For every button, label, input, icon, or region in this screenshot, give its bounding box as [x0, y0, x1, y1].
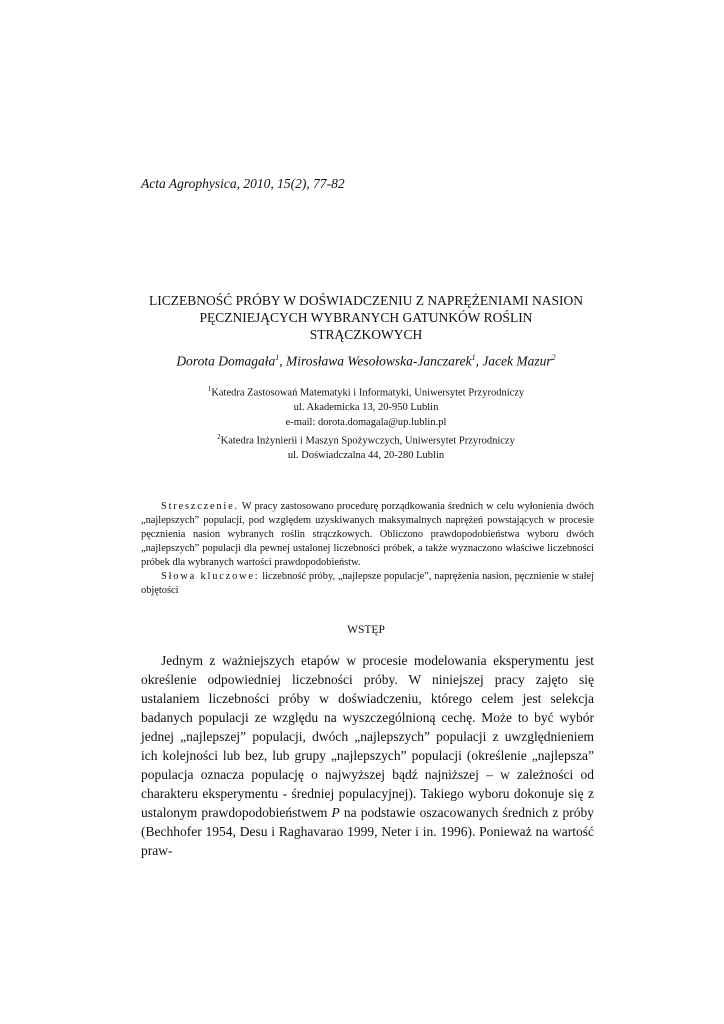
- author-1: Dorota Domagała: [176, 353, 276, 369]
- affiliation-2-mark: 2: [217, 433, 221, 441]
- abstract: [141, 500, 594, 598]
- abstract-paragraph: [141, 500, 594, 570]
- affiliation-1: [120, 382, 612, 401]
- keywords-paragraph: [141, 570, 594, 598]
- author-separator: ,: [279, 353, 286, 369]
- probability-symbol: P: [331, 805, 340, 820]
- section-heading: WSTĘP: [347, 624, 385, 636]
- affiliation-2: [120, 430, 612, 449]
- author-separator: ,: [475, 353, 483, 369]
- body-paragraph: [141, 651, 594, 860]
- keywords-label: Słowa kluczowe:: [161, 571, 260, 582]
- title-line-3: STRĄCZKOWYCH: [309, 327, 423, 342]
- body-text-start: Jednym z ważniejszych etapów w procesie modelowania eksperymentu jest określenie odpowiedniej liczebności próby. W niniejszej pracy zajęto się ustalaniem liczebności próby w doświadczeniu, którego celem jest selekcja badanych populacji ze względu na wyszczególnioną cechę. Może to być wybór jednej „najlepszej” populacji, dwóch „najlepszych” populacji z uwzględnieniem ich kolejności lub bez, lub grupy „najlepszych” populacji (określenie „najlepsza” populacja oznacza populację o najwyższej bądź najniższej – w zależności od charakteru eksperymentu - średniej populacyjnej). Takiego wyboru dokonuje się z ustalonym prawdopodobieństwem: [141, 653, 594, 820]
- title-line-1: LICZEBNOŚĆ PRÓBY W DOŚWIADCZENIU Z NAPRĘŻENIAMI NASION: [149, 293, 583, 308]
- affiliation-1-address: ul. Akademicka 13, 20-950 Lublin: [293, 402, 439, 413]
- body-text-end: na podstawie oszacowanych średnich z próby (Bechhofer 1954, Desu i Raghavarao 1999, Neter i in. 1996). Ponieważ na wartość praw-: [141, 805, 594, 858]
- affiliation-2-address: ul. Doświadczalna 44, 20-280 Lublin: [287, 450, 445, 461]
- affiliation-1-email: e-mail: dorota.domagala@up.lublin.pl: [285, 416, 447, 428]
- author-1-affil-mark: 1: [275, 353, 280, 362]
- affiliation-2-name: Katedra Inżynierii i Maszyn Spożywczych, Uniwersytet Przyrodniczy: [220, 435, 515, 447]
- affiliation-1-name: Katedra Zastosowań Matematyki i Informatyki, Uniwersytet Przyrodniczy: [211, 387, 525, 399]
- author-3: Jacek Mazur: [482, 353, 552, 369]
- body-text: [141, 651, 594, 860]
- affiliation-1-mark: 1: [207, 385, 212, 393]
- author-list: [120, 353, 612, 370]
- abstract-text: W pracy zastosowano procedurę porządkowania średnich w celu wyłonienia dwóch „najlepszych” populacji, pod względem uzyskiwanych maksymalnych naprężeń powstających w procesie pęcznienia nasion wybranych roślin strączkowych. Obliczono prawdopodobieństwa wyboru dwóch „najlepszych” populacji dla pewnej ustalonej liczebności próbek, a także wyznaczono właściwe liczebności próbek dla wybranych wartości prawdopodobieństw.: [141, 501, 594, 568]
- author-2-affil-mark: 1: [471, 353, 476, 362]
- keywords-text: liczebność próby, „najlepsze populacje”, naprężenia nasion, pęcznienie w stałej objętości: [141, 571, 594, 596]
- author-2: Mirosława Wesołowska-Janczarek: [285, 353, 472, 369]
- affiliations: [120, 382, 612, 464]
- journal-reference: Acta Agrophysica, 2010, 15(2), 77-82: [141, 176, 345, 191]
- title-line-2: PĘCZNIEJĄCYCH WYBRANYCH GATUNKÓW ROŚLIN: [199, 310, 533, 325]
- article-title: [120, 292, 612, 343]
- abstract-label: Streszczenie.: [161, 501, 239, 512]
- author-3-affil-mark: 2: [551, 353, 556, 362]
